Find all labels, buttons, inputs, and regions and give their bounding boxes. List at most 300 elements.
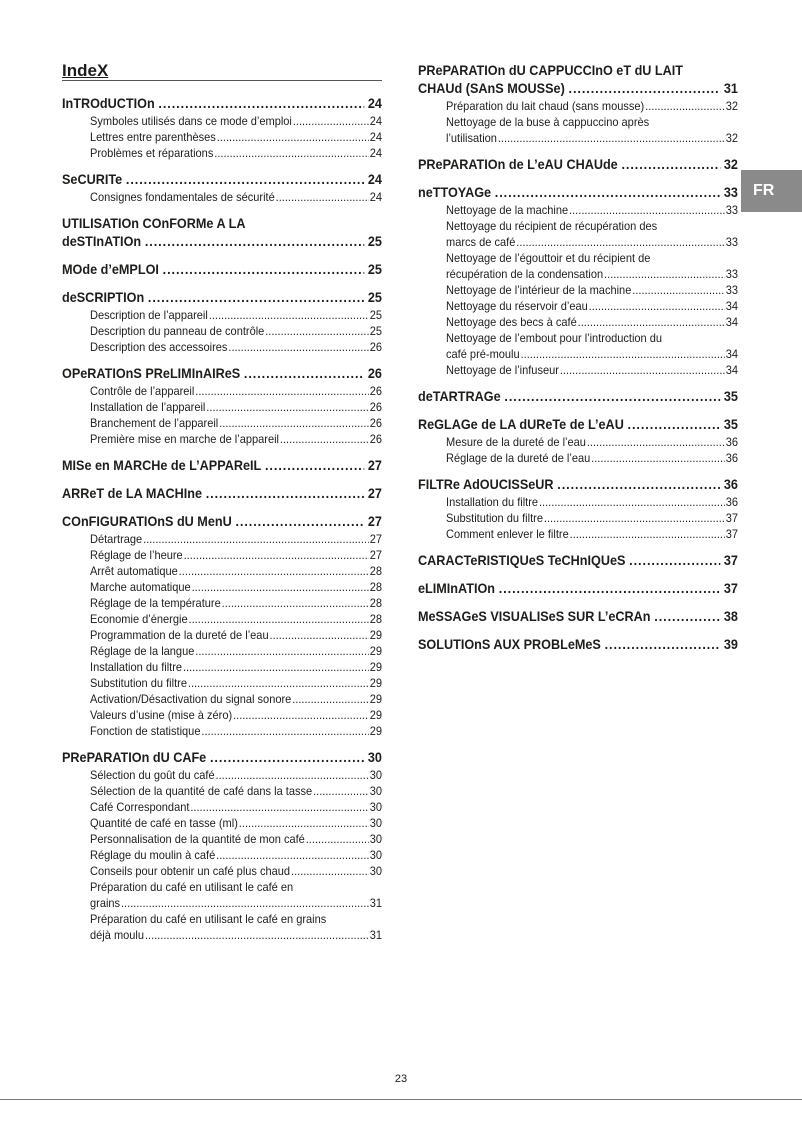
toc-entry-page: 27 bbox=[369, 532, 382, 546]
toc-section-title[interactable] bbox=[418, 62, 738, 98]
toc-entry-page: 28 bbox=[369, 612, 382, 626]
toc-entry[interactable] bbox=[90, 659, 382, 675]
toc-section bbox=[418, 552, 738, 570]
toc-section-page: 27 bbox=[367, 514, 382, 529]
toc-entry[interactable] bbox=[90, 879, 382, 911]
toc-entry-text: récupération de la condensation bbox=[446, 267, 604, 281]
toc-section bbox=[418, 580, 738, 598]
dot-leader bbox=[291, 863, 369, 879]
dot-leader bbox=[605, 636, 721, 654]
dot-leader bbox=[516, 234, 725, 250]
toc-section bbox=[418, 608, 738, 626]
toc-entry-text: Programmation de la dureté de l’eau bbox=[90, 628, 269, 642]
dot-leader bbox=[145, 233, 364, 251]
toc-section bbox=[62, 95, 382, 161]
toc-section-page: 33 bbox=[723, 185, 738, 200]
toc-entry-text: Substitution du filtre bbox=[446, 511, 543, 525]
toc-entry-page: 24 bbox=[369, 190, 382, 204]
dot-leader bbox=[557, 476, 720, 494]
toc-section-title-text: InTROdUCTIOn bbox=[62, 96, 155, 111]
toc-entry[interactable] bbox=[446, 510, 738, 526]
dot-leader bbox=[184, 547, 369, 563]
toc-entry[interactable] bbox=[446, 362, 738, 378]
toc-entry[interactable] bbox=[90, 113, 382, 129]
toc-entry-page: 29 bbox=[369, 628, 382, 642]
toc-entry-page: 24 bbox=[369, 114, 382, 128]
toc-entry-text: Marche automatique bbox=[90, 580, 191, 594]
toc-entry-page: 36 bbox=[725, 495, 738, 509]
toc-subsections bbox=[62, 531, 382, 739]
toc-section-title[interactable] bbox=[418, 416, 738, 434]
toc-entry-text: Réglage de l’heure bbox=[90, 548, 183, 562]
dot-leader bbox=[591, 450, 725, 466]
toc-entry-text: Installation du filtre bbox=[90, 660, 183, 674]
dot-leader bbox=[604, 266, 725, 282]
toc-section-page: 25 bbox=[367, 290, 382, 305]
toc-entry-page: 32 bbox=[725, 99, 738, 113]
toc-entry[interactable] bbox=[90, 307, 382, 323]
toc-entry-line1: Préparation du café en utilisant le café en bbox=[90, 880, 294, 894]
toc-entry[interactable] bbox=[90, 145, 382, 161]
dot-leader bbox=[195, 643, 369, 659]
dot-leader bbox=[126, 171, 364, 189]
toc-entry-text: Mesure de la dureté de l’eau bbox=[446, 435, 586, 449]
dot-leader bbox=[306, 831, 369, 847]
toc-entry-text: déjà moulu bbox=[90, 928, 145, 942]
toc-entry-text: Contrôle de l’appareil bbox=[90, 384, 195, 398]
toc-subsections bbox=[62, 307, 382, 355]
toc-subsections bbox=[418, 98, 738, 146]
dot-leader bbox=[216, 767, 369, 783]
toc-entry[interactable] bbox=[446, 114, 738, 146]
toc-entry[interactable] bbox=[446, 98, 738, 114]
toc-section-title-text: PRePARATIOn dU CAFe bbox=[62, 750, 207, 765]
toc-entry-text: Détartrage bbox=[90, 532, 143, 546]
toc-entry-line1: Nettoyage du récipient de récupération des bbox=[446, 219, 658, 233]
dot-leader bbox=[521, 346, 725, 362]
toc-entry[interactable] bbox=[90, 675, 382, 691]
dot-leader bbox=[629, 552, 720, 570]
toc-entry-page: 25 bbox=[369, 324, 382, 338]
toc-entry-text: Café Correspondant bbox=[90, 800, 190, 814]
toc-section-page: 36 bbox=[723, 477, 738, 492]
toc-entry-text: Personnalisation de la quantité de mon café bbox=[90, 832, 305, 846]
toc-list-left bbox=[62, 95, 382, 943]
toc-entry[interactable] bbox=[446, 250, 738, 282]
dot-leader bbox=[628, 416, 721, 434]
toc-section bbox=[418, 388, 738, 406]
dot-leader bbox=[145, 927, 369, 943]
toc-section-title[interactable] bbox=[418, 184, 738, 202]
toc-section-title[interactable] bbox=[62, 749, 382, 767]
dot-leader bbox=[495, 184, 720, 202]
toc-section-title[interactable] bbox=[62, 513, 382, 531]
dot-leader bbox=[569, 202, 725, 218]
toc-entry-page: 34 bbox=[725, 363, 738, 377]
toc-entry-text: Symboles utilisés dans ce mode d’emploi bbox=[90, 114, 292, 128]
toc-entry[interactable] bbox=[90, 911, 382, 943]
toc-entry-line1: Nettoyage de l’embout pour l’introduction du bbox=[446, 331, 663, 345]
toc-section bbox=[62, 513, 382, 739]
toc-subsections bbox=[62, 189, 382, 205]
dot-leader bbox=[569, 80, 721, 98]
toc-entry[interactable] bbox=[90, 383, 382, 399]
dot-leader bbox=[206, 485, 364, 503]
dot-leader bbox=[276, 189, 369, 205]
toc-entry-page: 31 bbox=[369, 928, 382, 942]
toc-section-title-text: eLIMInATIOn bbox=[418, 581, 496, 596]
dot-leader bbox=[158, 95, 364, 113]
toc-entry-page: 37 bbox=[725, 527, 738, 541]
dot-leader bbox=[214, 145, 369, 161]
dot-leader bbox=[587, 434, 725, 450]
toc-entry-page: 33 bbox=[725, 203, 738, 217]
toc-section-title[interactable] bbox=[418, 476, 738, 494]
toc-entry-text: Description du panneau de contrôle bbox=[90, 324, 265, 338]
dot-leader bbox=[235, 513, 364, 531]
toc-section bbox=[418, 636, 738, 654]
dot-leader bbox=[239, 815, 369, 831]
toc-entry[interactable] bbox=[446, 494, 738, 510]
toc-entry[interactable] bbox=[90, 767, 382, 783]
dot-leader bbox=[209, 307, 369, 323]
toc-entry-text: marcs de café bbox=[446, 235, 516, 249]
toc-section-title-text: COnFIGURATIOnS dU MenU bbox=[62, 514, 232, 529]
toc-section-title[interactable] bbox=[62, 289, 382, 307]
toc-entry[interactable] bbox=[90, 129, 382, 145]
dot-leader bbox=[621, 156, 720, 174]
toc-section-title-text: CARACTeRISTIQUeS TeCHnIQUeS bbox=[418, 553, 626, 568]
dot-leader bbox=[280, 431, 369, 447]
toc-section-page: 24 bbox=[367, 172, 382, 187]
toc-entry-page: 28 bbox=[369, 564, 382, 578]
toc-section-title[interactable] bbox=[62, 171, 382, 189]
toc-section-title-line1: UTILISATIOn COnFORMe A LA bbox=[62, 216, 246, 231]
dot-leader bbox=[292, 691, 369, 707]
page-number: 23 bbox=[394, 1073, 408, 1085]
toc-entry[interactable] bbox=[90, 783, 382, 799]
toc-entry-page: 30 bbox=[369, 832, 382, 846]
toc-entry-page: 34 bbox=[725, 299, 738, 313]
toc-section-title-text: ReGLAGe de LA dUReTe de L’eAU bbox=[418, 417, 624, 432]
toc-section bbox=[418, 156, 738, 174]
toc-section-page: 27 bbox=[367, 486, 382, 501]
dot-leader bbox=[265, 457, 364, 475]
toc-entry-text: Description de l’appareil bbox=[90, 308, 208, 322]
toc-entry[interactable] bbox=[90, 189, 382, 205]
dot-leader bbox=[163, 261, 364, 279]
toc-section bbox=[62, 457, 382, 475]
toc-section-page: 24 bbox=[367, 96, 382, 111]
toc-entry-text: Sélection de la quantité de café dans la tasse bbox=[90, 784, 313, 798]
dot-leader bbox=[206, 399, 368, 415]
toc-entry-text: Nettoyage de l’infuseur bbox=[446, 363, 559, 377]
toc-entry-page: 29 bbox=[369, 724, 382, 738]
toc-entry-page: 32 bbox=[725, 131, 738, 145]
toc-entry-page: 25 bbox=[369, 308, 382, 322]
toc-subsections bbox=[418, 202, 738, 378]
toc-entry-page: 24 bbox=[369, 146, 382, 160]
bottom-rule bbox=[0, 1099, 802, 1100]
dot-leader bbox=[183, 659, 369, 675]
toc-entry[interactable] bbox=[446, 202, 738, 218]
toc-entry[interactable] bbox=[90, 847, 382, 863]
toc-entry[interactable] bbox=[90, 707, 382, 723]
index-left-column bbox=[62, 62, 382, 953]
toc-entry-text: Substitution du filtre bbox=[90, 676, 187, 690]
toc-entry-page: 26 bbox=[369, 400, 382, 414]
toc-section-title[interactable] bbox=[418, 636, 738, 654]
dot-leader bbox=[190, 799, 368, 815]
toc-entry[interactable] bbox=[446, 314, 738, 330]
toc-entry-page: 29 bbox=[369, 676, 382, 690]
toc-section-page: 30 bbox=[367, 750, 382, 765]
toc-entry-page: 27 bbox=[369, 548, 382, 562]
dot-leader bbox=[244, 365, 364, 383]
dot-leader bbox=[645, 98, 725, 114]
toc-section-page: 37 bbox=[723, 553, 738, 568]
toc-entry[interactable] bbox=[90, 799, 382, 815]
toc-entry-page: 31 bbox=[369, 896, 382, 910]
toc-entry-text: Consignes fondamentales de sécurité bbox=[90, 190, 275, 204]
dot-leader bbox=[201, 723, 368, 739]
toc-section-title[interactable] bbox=[418, 580, 738, 598]
toc-section-page: 35 bbox=[723, 417, 738, 432]
toc-entry[interactable] bbox=[90, 691, 382, 707]
toc-entry[interactable] bbox=[90, 399, 382, 415]
toc-section-title-text: deSCRIPTIOn bbox=[62, 290, 145, 305]
toc-section-title-text: OPeRATIOnS PReLIMInAIReS bbox=[62, 366, 241, 381]
toc-section-page: 39 bbox=[723, 637, 738, 652]
toc-entry-text: café pré-moulu bbox=[446, 347, 520, 361]
toc-entry-line1: Nettoyage de la buse à cappuccino après bbox=[446, 115, 650, 129]
toc-entry-page: 26 bbox=[369, 432, 382, 446]
toc-section bbox=[62, 749, 382, 943]
toc-section bbox=[418, 184, 738, 378]
toc-entry[interactable] bbox=[446, 450, 738, 466]
dot-leader bbox=[222, 595, 369, 611]
toc-section-title-text: MeSSAGeS VISUALISeS SUR L’eCRAn bbox=[418, 609, 651, 624]
toc-entry[interactable] bbox=[90, 611, 382, 627]
toc-entry[interactable] bbox=[90, 831, 382, 847]
toc-entry-text: Réglage de la température bbox=[90, 596, 221, 610]
toc-entry-page: 30 bbox=[369, 800, 382, 814]
toc-entry-page: 33 bbox=[725, 267, 738, 281]
toc-entry-text: Valeurs d’usine (mise à zéro) bbox=[90, 708, 233, 722]
toc-section-title[interactable] bbox=[62, 365, 382, 383]
language-tab: FR bbox=[741, 170, 802, 212]
toc-section-title-text: ARReT de LA MACHIne bbox=[62, 486, 203, 501]
toc-entry[interactable] bbox=[446, 434, 738, 450]
toc-section-title[interactable] bbox=[418, 608, 738, 626]
toc-section-title-text: MOde d’eMPLOI bbox=[62, 262, 159, 277]
toc-entry-text: Installation de l’appareil bbox=[90, 400, 206, 414]
toc-entry-text: Description des accessoires bbox=[90, 340, 228, 354]
dot-leader bbox=[498, 130, 725, 146]
dot-leader bbox=[654, 608, 720, 626]
dot-leader bbox=[195, 383, 369, 399]
dot-leader bbox=[560, 362, 725, 378]
dot-leader bbox=[293, 113, 369, 129]
dot-leader bbox=[189, 611, 369, 627]
index-right-column bbox=[418, 62, 738, 664]
toc-section bbox=[62, 485, 382, 503]
toc-section-title-text: PRePARATIOn de L’eAU CHAUde bbox=[418, 157, 618, 172]
toc-section-title[interactable] bbox=[62, 95, 382, 113]
toc-section bbox=[418, 416, 738, 466]
dot-leader bbox=[210, 749, 364, 767]
toc-entry[interactable] bbox=[90, 723, 382, 739]
toc-entry-page: 30 bbox=[369, 864, 382, 878]
toc-entry-text: Réglage du moulin à café bbox=[90, 848, 216, 862]
toc-entry-text: Problèmes et réparations bbox=[90, 146, 214, 160]
dot-leader bbox=[265, 323, 369, 339]
dot-leader bbox=[217, 129, 369, 145]
toc-subsections bbox=[418, 434, 738, 466]
toc-section-page: 27 bbox=[367, 458, 382, 473]
toc-entry-text: Economie d’énergie bbox=[90, 612, 188, 626]
toc-section-title-text: deSTInATIOn bbox=[62, 234, 142, 249]
toc-entry-line1: Préparation du café en utilisant le café en grains bbox=[90, 912, 327, 926]
toc-entry-text: Branchement de l’appareil bbox=[90, 416, 219, 430]
dot-leader bbox=[270, 627, 369, 643]
toc-entry[interactable] bbox=[446, 218, 738, 250]
toc-entry-text: Réglage de la langue bbox=[90, 644, 195, 658]
toc-section bbox=[62, 171, 382, 205]
dot-leader bbox=[179, 563, 369, 579]
toc-section-page: 31 bbox=[723, 81, 738, 96]
toc-entry-text: Nettoyage du réservoir d’eau bbox=[446, 299, 588, 313]
toc-entry[interactable] bbox=[90, 415, 382, 431]
toc-section-page: 37 bbox=[723, 581, 738, 596]
toc-entry-page: 26 bbox=[369, 384, 382, 398]
toc-entry-text: Nettoyage des becs à café bbox=[446, 315, 577, 329]
toc-section-title-text: SOLUTIOnS AUX PROBLeMeS bbox=[418, 637, 601, 652]
toc-entry-text: Première mise en marche de l’appareil bbox=[90, 432, 280, 446]
toc-section-page: 38 bbox=[723, 609, 738, 624]
toc-entry[interactable] bbox=[90, 643, 382, 659]
toc-entry[interactable] bbox=[90, 431, 382, 447]
toc-section-title[interactable] bbox=[418, 156, 738, 174]
toc-entry-page: 30 bbox=[369, 768, 382, 782]
dot-leader bbox=[578, 314, 725, 330]
toc-section-page: 35 bbox=[723, 389, 738, 404]
toc-entry-page: 24 bbox=[369, 130, 382, 144]
dot-leader bbox=[233, 707, 369, 723]
dot-leader bbox=[121, 895, 369, 911]
toc-entry[interactable] bbox=[90, 323, 382, 339]
toc-subsections bbox=[62, 383, 382, 447]
dot-leader bbox=[148, 289, 364, 307]
toc-entry-text: Fonction de statistique bbox=[90, 724, 201, 738]
toc-entry-text: Quantité de café en tasse (ml) bbox=[90, 816, 238, 830]
toc-section-title-text: FILTRe AdOUCISSeUR bbox=[418, 477, 554, 492]
toc-entry-page: 30 bbox=[369, 848, 382, 862]
toc-entry-page: 37 bbox=[725, 511, 738, 525]
toc-subsections bbox=[62, 767, 382, 943]
toc-entry-page: 33 bbox=[725, 283, 738, 297]
toc-section-title[interactable] bbox=[418, 552, 738, 570]
index-title: IndeX bbox=[62, 62, 382, 81]
toc-entry-page: 34 bbox=[725, 347, 738, 361]
toc-entry-text: Réglage de la dureté de l’eau bbox=[446, 451, 591, 465]
toc-entry-page: 30 bbox=[369, 816, 382, 830]
toc-entry-text: Nettoyage de l’intérieur de la machine bbox=[446, 283, 632, 297]
toc-section-title[interactable] bbox=[62, 261, 382, 279]
toc-section bbox=[62, 289, 382, 355]
toc-section-title-line1: PRePARATIOn dU CAPPUCCInO eT dU LAIT bbox=[418, 63, 684, 78]
toc-section-page: 25 bbox=[367, 262, 382, 277]
dot-leader bbox=[589, 298, 725, 314]
toc-entry[interactable] bbox=[90, 815, 382, 831]
toc-entry[interactable] bbox=[90, 863, 382, 879]
toc-entry[interactable] bbox=[446, 282, 738, 298]
toc-entry[interactable] bbox=[446, 526, 738, 542]
dot-leader bbox=[219, 415, 369, 431]
toc-section bbox=[418, 62, 738, 146]
toc-entry[interactable] bbox=[90, 627, 382, 643]
toc-entry-page: 26 bbox=[369, 416, 382, 430]
toc-entry-text: Sélection du goût du café bbox=[90, 768, 215, 782]
toc-section bbox=[418, 476, 738, 542]
dot-leader bbox=[216, 847, 369, 863]
toc-section-title-text: MISe en MARCHe de L’APPAReIL bbox=[62, 458, 262, 473]
dot-leader bbox=[504, 388, 720, 406]
toc-entry[interactable] bbox=[90, 595, 382, 611]
toc-section bbox=[62, 215, 382, 251]
toc-section-title[interactable] bbox=[62, 215, 382, 251]
dot-leader bbox=[499, 580, 720, 598]
dot-leader bbox=[188, 675, 369, 691]
toc-section bbox=[62, 261, 382, 279]
toc-entry-page: 29 bbox=[369, 660, 382, 674]
dot-leader bbox=[228, 339, 368, 355]
toc-entry-text: Préparation du lait chaud (sans mousse) bbox=[446, 99, 645, 113]
toc-entry[interactable] bbox=[90, 563, 382, 579]
dot-leader bbox=[632, 282, 725, 298]
toc-entry[interactable] bbox=[446, 330, 738, 362]
toc-entry-text: Activation/Désactivation du signal sonore bbox=[90, 692, 292, 706]
toc-section-page: 32 bbox=[723, 157, 738, 172]
toc-entry-text: Installation du filtre bbox=[446, 495, 539, 509]
toc-entry-page: 36 bbox=[725, 451, 738, 465]
toc-section-title-text: CHAUd (SAnS MOUSSe) bbox=[418, 81, 565, 96]
toc-section-title[interactable] bbox=[418, 388, 738, 406]
toc-entry[interactable] bbox=[446, 298, 738, 314]
toc-entry-text: Nettoyage de la machine bbox=[446, 203, 569, 217]
toc-entry[interactable] bbox=[90, 339, 382, 355]
toc-entry-line1: Nettoyage de l’égouttoir et du récipient de bbox=[446, 251, 651, 265]
toc-entry[interactable] bbox=[90, 547, 382, 563]
toc-entry-text: Lettres entre parenthèses bbox=[90, 130, 216, 144]
dot-leader bbox=[313, 783, 369, 799]
toc-subsections bbox=[62, 113, 382, 161]
toc-section-title[interactable] bbox=[62, 457, 382, 475]
dot-leader bbox=[570, 526, 725, 542]
toc-section-title-text: deTARTRAGe bbox=[418, 389, 501, 404]
toc-section-title[interactable] bbox=[62, 485, 382, 503]
toc-entry-page: 30 bbox=[369, 784, 382, 798]
toc-entry-page: 29 bbox=[369, 692, 382, 706]
toc-list-right bbox=[418, 62, 738, 654]
toc-section-title-text: neTTOYAGe bbox=[418, 185, 492, 200]
toc-entry-page: 28 bbox=[369, 596, 382, 610]
toc-section-page: 26 bbox=[367, 366, 382, 381]
toc-entry[interactable] bbox=[90, 531, 382, 547]
toc-entry[interactable] bbox=[90, 579, 382, 595]
toc-entry-text: grains bbox=[90, 896, 121, 910]
toc-entry-text: Conseils pour obtenir un café plus chaud bbox=[90, 864, 291, 878]
